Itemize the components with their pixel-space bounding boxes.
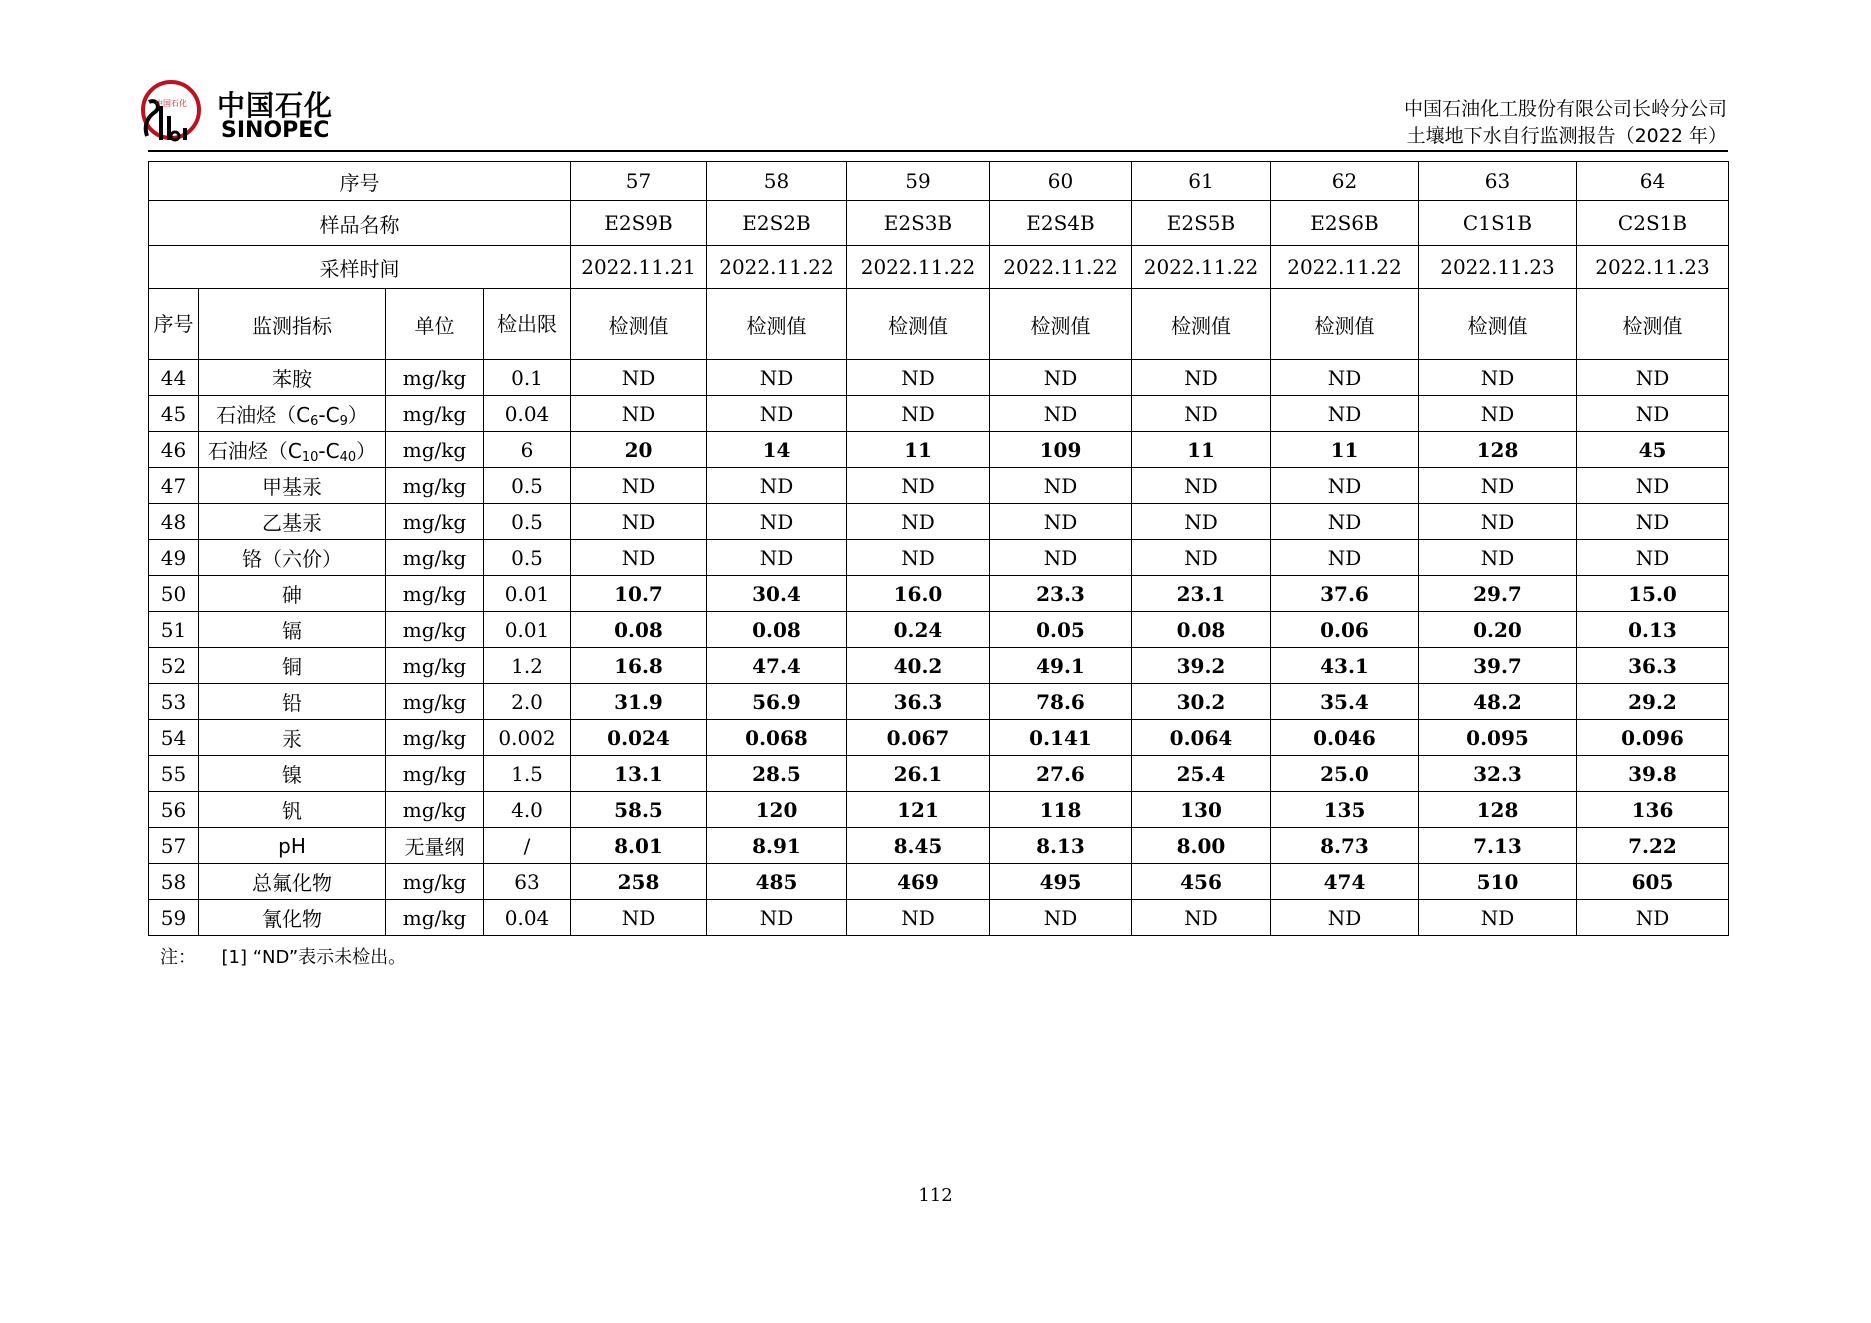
row-value: 120 [707,792,847,828]
row-value: 39.7 [1419,648,1577,684]
row-value: ND [1419,900,1577,936]
sample-name-label: 样品名称 [149,201,571,246]
row-no: 55 [149,756,199,792]
row-unit: mg/kg [386,540,484,576]
row-value: 0.024 [571,720,707,756]
table-row [149,900,1729,936]
row-indicator: 钒 [199,792,386,828]
row-value: ND [1419,360,1577,396]
company-name: 中国石油化工股份有限公司长岭分公司 [1403,98,1727,120]
table-note [160,943,406,969]
row-no: 57 [149,828,199,864]
row-value: 258 [571,864,707,900]
row-value: 29.7 [1419,576,1577,612]
sample-name: E2S6B [1271,201,1419,246]
row-value: 605 [1577,864,1729,900]
row-value: ND [990,900,1132,936]
sample-date: 2022.11.22 [707,246,847,289]
row-value: 27.6 [990,756,1132,792]
row-no: 58 [149,864,199,900]
row-indicator: 铜 [199,648,386,684]
sampling-time-row [149,246,1729,289]
sample-no: 64 [1577,162,1729,201]
serial-row [149,162,1729,201]
row-limit: 0.5 [484,504,571,540]
note-text: [1] “ND”表示未检出。 [221,947,407,968]
row-value: 135 [1271,792,1419,828]
indicator-subscript: 40 [339,449,357,465]
row-value: 13.1 [571,756,707,792]
row-value: 0.141 [990,720,1132,756]
row-value: 128 [1419,792,1577,828]
row-no: 53 [149,684,199,720]
row-value: ND [1271,360,1419,396]
row-value: ND [571,360,707,396]
row-value: 31.9 [571,684,707,720]
sample-no: 60 [990,162,1132,201]
row-no: 44 [149,360,199,396]
row-value: 128 [1419,432,1577,468]
row-value: 469 [847,864,990,900]
row-value: 0.08 [571,612,707,648]
row-value: 36.3 [1577,648,1729,684]
row-value: ND [990,540,1132,576]
row-value: ND [1271,900,1419,936]
sample-date: 2022.11.21 [571,246,707,289]
value-header: 检测值 [1132,289,1271,360]
row-value: 14 [707,432,847,468]
row-value: 0.06 [1271,612,1419,648]
sample-name: C1S1B [1419,201,1577,246]
row-value: ND [571,396,707,432]
sample-name: C2S1B [1577,201,1729,246]
row-value: 40.2 [847,648,990,684]
row-value: ND [571,468,707,504]
row-value: 11 [1271,432,1419,468]
svg-text:中国石化: 中国石化 [155,99,187,108]
table-row [149,540,1729,576]
row-value: 0.064 [1132,720,1271,756]
row-value: 58.5 [571,792,707,828]
row-value: 36.3 [847,684,990,720]
row-limit: 4.0 [484,792,571,828]
row-value: 474 [1271,864,1419,900]
row-no: 54 [149,720,199,756]
row-value: ND [1577,504,1729,540]
row-indicator: 总氟化物 [199,864,386,900]
row-value: 20 [571,432,707,468]
indicator-text-part: 石油烃（C [216,402,311,427]
row-value: 16.8 [571,648,707,684]
row-indicator: 汞 [199,720,386,756]
row-value: 78.6 [990,684,1132,720]
indicator-text-part: 石油烃（C [207,438,302,463]
row-indicator: 苯胺 [199,360,386,396]
row-value: 32.3 [1419,756,1577,792]
table-row [149,396,1729,432]
row-limit: 0.002 [484,720,571,756]
row-limit: 63 [484,864,571,900]
row-value: 0.24 [847,612,990,648]
row-value: 8.01 [571,828,707,864]
row-value: ND [1271,396,1419,432]
row-limit: 0.1 [484,360,571,396]
row-value: 35.4 [1271,684,1419,720]
row-value: ND [1577,540,1729,576]
table-row [149,756,1729,792]
sample-date: 2022.11.23 [1577,246,1729,289]
row-value: 25.0 [1271,756,1419,792]
row-value: 510 [1419,864,1577,900]
sample-no: 61 [1132,162,1271,201]
row-value: ND [847,468,990,504]
row-indicator: 氰化物 [199,900,386,936]
sample-no: 63 [1419,162,1577,201]
row-value: ND [707,900,847,936]
row-unit: mg/kg [386,756,484,792]
row-limit: 0.5 [484,540,571,576]
row-value: 39.2 [1132,648,1271,684]
row-value: ND [1419,468,1577,504]
value-header: 检测值 [1577,289,1729,360]
row-value: 8.91 [707,828,847,864]
row-indicator: 铬（六价） [199,540,386,576]
row-value: ND [990,360,1132,396]
sample-name: E2S3B [847,201,990,246]
row-value: ND [1577,396,1729,432]
row-value: 30.4 [707,576,847,612]
row-value: ND [707,504,847,540]
header-divider [148,150,1728,152]
row-indicator: 甲基汞 [199,468,386,504]
sample-name-row [149,201,1729,246]
row-no: 50 [149,576,199,612]
sample-no: 59 [847,162,990,201]
row-value: ND [1132,504,1271,540]
row-value: ND [990,396,1132,432]
row-value: ND [990,468,1132,504]
row-value: ND [847,360,990,396]
row-value: ND [1271,468,1419,504]
row-value: 16.0 [847,576,990,612]
row-indicator [199,432,386,468]
value-header: 检测值 [571,289,707,360]
row-value: 10.7 [571,576,707,612]
row-no: 46 [149,432,199,468]
sample-date: 2022.11.22 [990,246,1132,289]
row-value: ND [1132,900,1271,936]
row-value: 485 [707,864,847,900]
sample-no: 62 [1271,162,1419,201]
table-row [149,432,1729,468]
row-value: 109 [990,432,1132,468]
row-limit: 0.04 [484,396,571,432]
table-row [149,576,1729,612]
value-header: 检测值 [847,289,990,360]
row-value: 0.067 [847,720,990,756]
table-row [149,504,1729,540]
row-value: ND [1132,396,1271,432]
value-header: 检测值 [707,289,847,360]
sample-date: 2022.11.22 [1271,246,1419,289]
indicator-subscript: 10 [301,449,319,465]
indicator-text-part: -C [318,402,340,427]
note-prefix: 注： [160,947,196,968]
row-value: 11 [847,432,990,468]
page-number: 112 [918,1185,953,1206]
row-value: ND [1577,360,1729,396]
logo-chinese-name: 中国石化 [217,89,334,122]
row-value: 121 [847,792,990,828]
col-limit-header: 检出限 [484,289,571,360]
table-row [149,648,1729,684]
sample-date: 2022.11.23 [1419,246,1577,289]
indicator-subscript: 6 [310,413,319,429]
row-value: ND [707,540,847,576]
row-value: ND [1132,468,1271,504]
table-row [149,612,1729,648]
row-unit: mg/kg [386,684,484,720]
row-value: ND [571,504,707,540]
row-value: 23.1 [1132,576,1271,612]
row-no: 48 [149,504,199,540]
row-indicator [199,396,386,432]
row-value: 47.4 [707,648,847,684]
row-indicator: 镍 [199,756,386,792]
row-value: ND [571,900,707,936]
row-value: ND [1132,540,1271,576]
row-value: 0.20 [1419,612,1577,648]
row-unit: mg/kg [386,864,484,900]
value-header: 检测值 [1419,289,1577,360]
row-value: 37.6 [1271,576,1419,612]
row-value: ND [847,396,990,432]
row-indicator: pH [199,828,386,864]
row-value: 8.00 [1132,828,1271,864]
row-limit: 1.2 [484,648,571,684]
table-row [149,828,1729,864]
col-indicator-header: 监测指标 [199,289,386,360]
row-value: 0.08 [707,612,847,648]
column-header-row [149,289,1729,360]
row-value: 7.22 [1577,828,1729,864]
row-value: ND [1419,396,1577,432]
row-value: 28.5 [707,756,847,792]
row-value: 11 [1132,432,1271,468]
row-no: 52 [149,648,199,684]
sample-name: E2S2B [707,201,847,246]
report-title: 土壤地下水自行监测报告（2022 年） [1406,125,1727,147]
row-value: 0.046 [1271,720,1419,756]
row-unit: mg/kg [386,792,484,828]
sample-name: E2S9B [571,201,707,246]
indicator-text-part: ） [356,438,377,463]
logo-english-name: SINOPEC [221,118,330,143]
row-value: ND [707,360,847,396]
row-value: 456 [1132,864,1271,900]
row-unit: mg/kg [386,612,484,648]
sampling-time-label: 采样时间 [149,246,571,289]
row-value: 495 [990,864,1132,900]
row-value: 0.08 [1132,612,1271,648]
sample-date: 2022.11.22 [847,246,990,289]
row-unit: mg/kg [386,396,484,432]
row-unit: mg/kg [386,576,484,612]
col-no-header: 序号 [149,289,199,360]
row-value: 45 [1577,432,1729,468]
row-value: ND [1577,468,1729,504]
indicator-subscript: 9 [339,413,348,429]
row-value: ND [847,900,990,936]
row-value: 8.45 [847,828,990,864]
row-unit: mg/kg [386,504,484,540]
row-value: 0.095 [1419,720,1577,756]
row-no: 49 [149,540,199,576]
row-unit: mg/kg [386,360,484,396]
row-unit: mg/kg [386,468,484,504]
row-value: 118 [990,792,1132,828]
sample-no: 58 [707,162,847,201]
row-no: 45 [149,396,199,432]
report-header [1404,96,1727,150]
value-header: 检测值 [1271,289,1419,360]
row-limit: 0.01 [484,576,571,612]
row-value: 30.2 [1132,684,1271,720]
row-value: 0.13 [1577,612,1729,648]
row-value: ND [571,540,707,576]
row-no: 59 [149,900,199,936]
row-limit: 1.5 [484,756,571,792]
row-value: 8.13 [990,828,1132,864]
row-value: 0.05 [990,612,1132,648]
sinopec-emblem-icon [135,76,205,146]
row-value: ND [847,540,990,576]
row-indicator: 铅 [199,684,386,720]
row-limit: 0.01 [484,612,571,648]
row-value: 130 [1132,792,1271,828]
row-value: 29.2 [1577,684,1729,720]
row-value: ND [847,504,990,540]
row-limit: 2.0 [484,684,571,720]
value-header: 检测值 [990,289,1132,360]
row-value: 39.8 [1577,756,1729,792]
indicator-text-part: ） [347,402,368,427]
row-value: ND [1271,504,1419,540]
row-value: ND [1419,504,1577,540]
table-row [149,720,1729,756]
indicator-text-part: -C [318,438,340,463]
row-unit: 无量纲 [386,828,484,864]
row-value: ND [1132,360,1271,396]
row-no: 47 [149,468,199,504]
row-indicator: 砷 [199,576,386,612]
col-unit-header: 单位 [386,289,484,360]
table-row [149,360,1729,396]
serial-label: 序号 [149,162,571,201]
row-value: 26.1 [847,756,990,792]
row-indicator: 镉 [199,612,386,648]
row-value: ND [1577,900,1729,936]
row-value: 23.3 [990,576,1132,612]
monitoring-table [148,161,1729,936]
row-unit: mg/kg [386,900,484,936]
row-limit: 6 [484,432,571,468]
row-value: 49.1 [990,648,1132,684]
row-value: 0.068 [707,720,847,756]
table-row [149,864,1729,900]
row-value: 56.9 [707,684,847,720]
row-unit: mg/kg [386,720,484,756]
row-value: 136 [1577,792,1729,828]
row-value: ND [1419,540,1577,576]
row-value: 15.0 [1577,576,1729,612]
row-limit: 0.04 [484,900,571,936]
row-no: 56 [149,792,199,828]
row-value: 25.4 [1132,756,1271,792]
sample-name: E2S4B [990,201,1132,246]
row-value: ND [1271,540,1419,576]
table-row [149,684,1729,720]
row-no: 51 [149,612,199,648]
row-value: 8.73 [1271,828,1419,864]
table-row [149,468,1729,504]
sample-no: 57 [571,162,707,201]
sinopec-logo [135,76,335,148]
row-limit: 0.5 [484,468,571,504]
row-indicator: 乙基汞 [199,504,386,540]
sample-date: 2022.11.22 [1132,246,1271,289]
row-value: 7.13 [1419,828,1577,864]
row-value: 0.096 [1577,720,1729,756]
row-unit: mg/kg [386,432,484,468]
row-unit: mg/kg [386,648,484,684]
table-row [149,792,1729,828]
row-value: ND [707,468,847,504]
sample-name: E2S5B [1132,201,1271,246]
row-value: 48.2 [1419,684,1577,720]
row-limit: / [484,828,571,864]
row-value: ND [990,504,1132,540]
row-value: 43.1 [1271,648,1419,684]
row-value: ND [707,396,847,432]
